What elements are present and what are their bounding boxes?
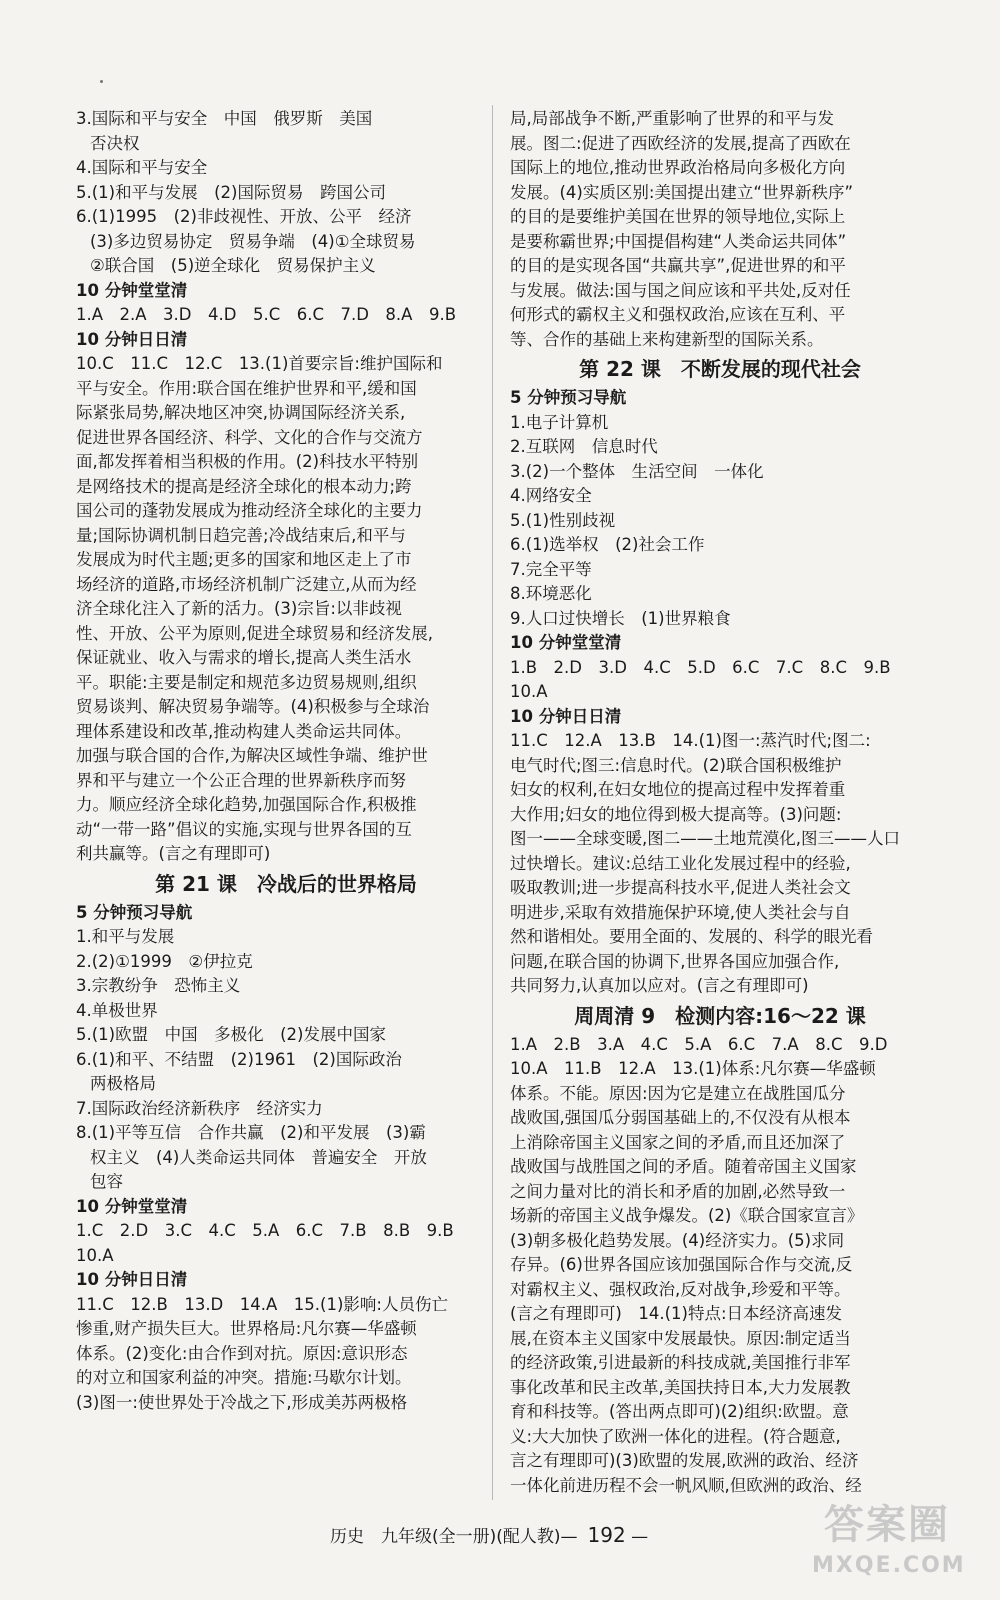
answer-line: 的对立和国家利益的冲突。措施:马歇尔计划。 xyxy=(76,1368,412,1387)
answer-line: 局,局部战争不断,严重影响了世界的和平与发 xyxy=(510,109,834,128)
footer-book-title: 历史 九年级(全一册)(配人教)— xyxy=(330,1527,578,1547)
right-column xyxy=(510,107,930,1498)
answer-line: 保证就业、收入与需求的增长,提高人类生活水 xyxy=(76,648,412,667)
section-heading: 10 分钟日日清 xyxy=(76,1270,188,1289)
answer-line: 与发展。做法:国与国之间应该和平共处,反对任 xyxy=(510,280,851,300)
answer-line: 7.完全平等 xyxy=(510,559,592,579)
page-footer xyxy=(330,1522,648,1547)
answer-line: 1.电子计算机 xyxy=(510,412,609,432)
answer-line: 贸易谈判、解决贸易争端等。(4)积极参与全球治 xyxy=(76,697,430,716)
lesson-title: 第 21 课 冷战后的世界格局 xyxy=(155,871,417,896)
answer-line: 平与安全。作用:联合国在维护世界和平,缓和国 xyxy=(76,378,417,398)
answer-line: 义:大大加快了欧洲一体化的进程。(符合题意, xyxy=(510,1426,841,1446)
section-heading: 10 分钟日日清 xyxy=(76,329,188,349)
answer-line: 平。职能:主要是制定和规范多边贸易规则,组织 xyxy=(76,672,417,692)
page-number: 192 xyxy=(587,1523,626,1547)
answer-line-continued: (3)多边贸易协定 贸易争端 (4)①全球贸易 xyxy=(90,231,416,251)
answer-line: 8.(1)平等互信 合作共赢 (2)和平发展 (3)霸 xyxy=(76,1123,426,1142)
answer-line: 事化改革和民主改革,美国扶持日本,大力发展教 xyxy=(510,1377,851,1397)
section-heading: 10 分钟堂堂清 xyxy=(76,1196,188,1216)
answer-line: 加强与联合国的合作,为解决区域性争端、维护世 xyxy=(76,746,428,765)
answer-line: 展。图二:促进了西欧经济的发展,提高了西欧在 xyxy=(510,133,851,153)
answer-line: 4.网络安全 xyxy=(510,486,592,505)
answer-line-continued: 包容 xyxy=(90,1172,123,1191)
answer-line: 10.A xyxy=(510,682,548,701)
answer-line: 11.C 12.B 13.D 14.A 15.(1)影响:人员伤亡 xyxy=(76,1294,448,1314)
answer-line: 展,在资本主义国家中发展最快。原因:制定适当 xyxy=(510,1328,851,1348)
answer-line: 动“一带一路”倡议的实施,实现与世界各国的互 xyxy=(76,819,412,839)
answer-line: 何形式的霸权主义和强权政治,应该在互利、平 xyxy=(510,305,846,324)
answer-line: 共同努力,认真加以应对。(言之有理即可) xyxy=(510,976,809,995)
answer-line: 对霸权主义、强权政治,反对战争,珍爱和平等。 xyxy=(510,1279,851,1299)
answer-line: 4.国际和平与安全 xyxy=(76,158,208,177)
answer-line: 6.(1)1995 (2)非歧视性、开放、公平 经济 xyxy=(76,207,412,226)
answer-line: 2.(2)①1999 ②伊拉克 xyxy=(76,951,253,971)
answer-line: 吸取教训;进一步提高科技水平,促进人类社会文 xyxy=(510,878,851,897)
answer-line: 7.国际政治经济新秩序 经济实力 xyxy=(76,1098,323,1118)
answer-line: 国际上的地位,推动世界政治格局向多极化方向 xyxy=(510,158,846,177)
answer-line: 10.A xyxy=(76,1245,114,1265)
left-column xyxy=(76,107,496,1415)
answer-line: 量;国际协调机制日趋完善;冷战结束后,和平与 xyxy=(76,525,406,545)
answer-line: 的目的是要维护美国在世界的领导地位,实际上 xyxy=(510,207,846,226)
answer-line: 上消除帝国主义国家之间的矛盾,而且还加深了 xyxy=(510,1132,846,1152)
answer-line: 之间力量对比的消长和矛盾的加剧,必然导致一 xyxy=(510,1181,846,1201)
watermark-title: 答案圈 xyxy=(824,1502,950,1548)
answer-line: 明进步,采取有效措施保护环境,使人类社会与自 xyxy=(510,902,851,922)
answer-line: 过快增长。建议:总结工业化发展过程中的经验, xyxy=(510,853,851,873)
section-heading: 10 分钟堂堂清 xyxy=(76,280,188,300)
answer-line: 的目的是实现各国“共赢共享”,促进世界的和平 xyxy=(510,256,846,275)
answer-line: 存异。(6)世界各国应该加强国际合作与交流,反 xyxy=(510,1255,853,1274)
answer-line: 1.A 2.A 3.D 4.D 5.C 6.C 7.D 8.A 9.B xyxy=(76,305,457,324)
answer-line: (3)朝多极化趋势发展。(4)经济实力。(5)求同 xyxy=(510,1230,845,1250)
answer-line: 妇女的权利,在妇女地位的提高过程中发挥着重 xyxy=(510,780,846,799)
answer-line: 1.A 2.B 3.A 4.C 5.A 6.C 7.A 8.C 9.D xyxy=(510,1034,888,1054)
answer-line: 性、开放、公平为原则,促进全球贸易和经济发展, xyxy=(76,623,433,643)
answer-line: (3)图一:使世界处于冷战之下,形成美苏两极格 xyxy=(76,1392,408,1412)
answer-line: 战败国与战胜国之间的矛盾。随着帝国主义国家 xyxy=(510,1157,857,1176)
answer-line: 1.B 2.D 3.D 4.C 5.D 6.C 7.C 8.C 9.B xyxy=(510,657,891,677)
answer-line: 的经济政策,引进最新的科技成就,美国推行非军 xyxy=(510,1353,851,1372)
answer-line: 10.C 11.C 12.C 13.(1)首要宗旨:维护国际和 xyxy=(76,354,443,373)
answer-line: 发展。(4)实质区别:美国提出建立“世界新秩序” xyxy=(510,182,854,202)
answer-line: 际紧张局势,解决地区冲突,协调国际经济关系, xyxy=(76,403,406,422)
answer-line: 2.互联网 信息时代 xyxy=(510,437,658,456)
lesson-title: 第 22 课 不断发展的现代社会 xyxy=(579,357,861,381)
answer-line: 济全球化注入了新的活力。(3)宗旨:以非歧视 xyxy=(76,599,402,618)
answer-line: 3.(2)一个整体 生活空间 一体化 xyxy=(510,461,764,481)
answer-line: 电气时代;图三:信息时代。(2)联合国积极维护 xyxy=(510,755,842,775)
answer-line: 10.A 11.B 12.A 13.(1)体系:凡尔赛—华盛顿 xyxy=(510,1059,876,1078)
answer-line: 6.(1)选举权 (2)社会工作 xyxy=(510,535,705,554)
answer-line-continued: 否决权 xyxy=(90,133,140,153)
lesson-title: 周周清 9 检测内容:16～22 课 xyxy=(574,1003,866,1028)
answer-line-continued: ②联合国 (5)逆全球化 贸易保护主义 xyxy=(90,256,376,275)
answer-line: 战败国,强国瓜分弱国基础上的,不仅没有从根本 xyxy=(510,1108,851,1127)
section-heading: 10 分钟堂堂清 xyxy=(510,633,622,652)
answer-line: 5.(1)性别歧视 xyxy=(510,510,616,530)
answer-line: 惨重,财产损失巨大。世界格局:凡尔赛—华盛顿 xyxy=(76,1319,417,1338)
answer-line: 场经济的道路,市场经济机制广泛建立,从而为经 xyxy=(76,574,417,594)
answer-line: 力。顺应经济全球化趋势,加强国际合作,积极推 xyxy=(76,795,417,814)
answer-line: 11.C 12.A 13.B 14.(1)图一:蒸汽时代;图二: xyxy=(510,731,871,750)
answer-line: 一体化前进历程不会一帆风顺,但欧洲的政治、经 xyxy=(510,1475,862,1495)
answer-line: 言之有理即可)(3)欧盟的发展,欧洲的政治、经济 xyxy=(510,1451,859,1470)
answer-line: 体系。(2)变化:由合作到对抗。原因:意识形态 xyxy=(76,1343,408,1363)
answer-line: 育和科技等。(答出两点即可)(2)组织:欧盟。意 xyxy=(510,1402,849,1421)
answer-line: 利共赢等。(言之有理即可) xyxy=(76,844,271,863)
answer-line-continued: 权主义 (4)人类命运共同体 普遍安全 开放 xyxy=(90,1147,427,1167)
footer-dash: — xyxy=(631,1527,649,1547)
answer-line: 发展成为时代主题;更多的国家和地区走上了市 xyxy=(76,550,412,569)
answer-line: 然和谐相处。要用全面的、发展的、科学的眼光看 xyxy=(510,927,873,946)
answer-line: 等、合作的基础上来构建新型的国际关系。 xyxy=(510,329,824,349)
answer-line: 8.环境恶化 xyxy=(510,584,592,603)
answer-line-continued: 两极格局 xyxy=(90,1074,156,1093)
answer-line: 体系。不能。原因:因为它是建立在战胜国瓜分 xyxy=(510,1083,846,1103)
answer-line: 3.国际和平与安全 中国 俄罗斯 美国 xyxy=(76,109,373,128)
answer-line: 国公司的蓬勃发展成为推动经济全球化的主要力 xyxy=(76,501,423,520)
answer-line: 1.和平与发展 xyxy=(76,927,175,946)
answer-line: 场新的帝国主义战争爆发。(2)《联合国家宣言》 xyxy=(510,1206,864,1225)
section-heading: 5 分钟预习导航 xyxy=(76,902,193,922)
answer-line: (言之有理即可) 14.(1)特点:日本经济高速发 xyxy=(510,1304,843,1323)
answer-line: 4.单极世界 xyxy=(76,1000,158,1020)
answer-line: 是要称霸世界;中国提倡构建“人类命运共同体” xyxy=(510,231,847,251)
watermark-url: MXQE.COM xyxy=(812,1553,966,1578)
answer-line: 界和平与建立一个公正合理的世界新秩序而努 xyxy=(76,770,406,790)
answer-line: 6.(1)和平、不结盟 (2)1961 (2)国际政治 xyxy=(76,1049,402,1069)
section-heading: 5 分钟预习导航 xyxy=(510,388,627,407)
section-heading: 10 分钟日日清 xyxy=(510,706,622,726)
answer-line: 5.(1)和平与发展 (2)国际贸易 跨国公司 xyxy=(76,182,386,202)
answer-line: 9.人口过快增长 (1)世界粮食 xyxy=(510,608,731,628)
watermark-logo xyxy=(812,1498,966,1586)
answer-line: 理体系建设和改革,推动构建人类命运共同体。 xyxy=(76,721,412,741)
answer-line: 5.(1)欧盟 中国 多极化 (2)发展中国家 xyxy=(76,1025,386,1044)
answer-line: 面,都发挥着相当积极的作用。(2)科技水平特别 xyxy=(76,452,419,471)
answer-line: 问题,在联合国的协调下,世界各国应加强合作, xyxy=(510,951,840,971)
answer-line: 是网络技术的提高是经济全球化的根本动力;跨 xyxy=(76,476,412,496)
scan-speck xyxy=(100,80,103,83)
answer-line: 图一——全球变暖,图二——土地荒漠化,图三——人口 xyxy=(510,829,900,848)
answer-line: 3.宗教纷争 恐怖主义 xyxy=(76,976,241,995)
answer-line: 促进世界各国经济、科学、文化的合作与交流方 xyxy=(76,427,423,447)
answer-line: 1.C 2.D 3.C 4.C 5.A 6.C 7.B 8.B 9.B xyxy=(76,1221,454,1240)
answer-line: 大作用;妇女的地位得到极大提高等。(3)问题: xyxy=(510,804,842,824)
